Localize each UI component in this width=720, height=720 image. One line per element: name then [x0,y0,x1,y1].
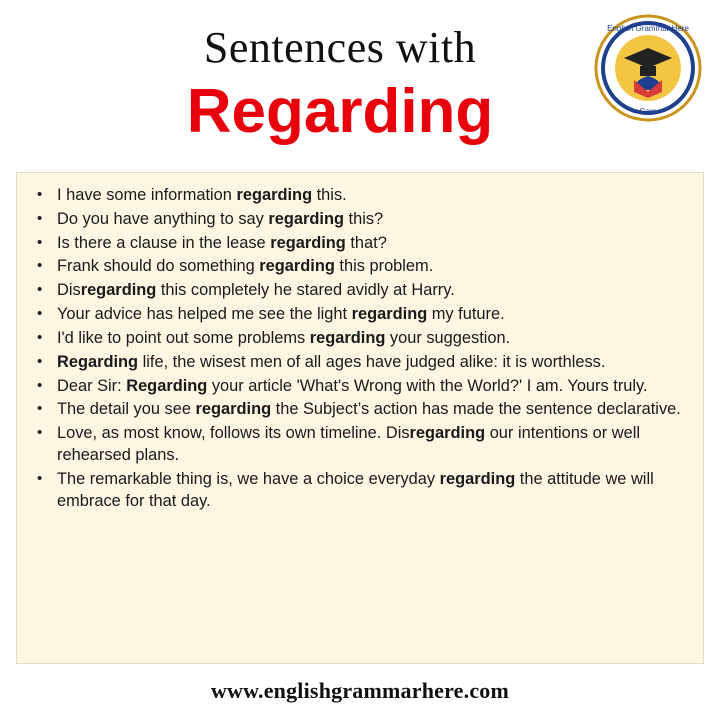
sentence-list-panel [16,172,704,664]
sentence-list [31,185,687,512]
list-item [31,233,687,255]
sentence-text: that? [345,233,387,252]
page-title-keyword: Regarding [186,77,494,146]
keyword-highlight: regarding [236,186,313,204]
sentence-text: Love, as most know, follows its own timeline. Dis [57,424,410,443]
sentence-text: Dis [57,281,81,300]
keyword-highlight: regarding [268,209,344,228]
sentence-text: Is there a clause in the lease [57,233,271,252]
keyword-highlight: Regarding [126,376,208,395]
sentence-text: this completely he stared avidly at Harry. [156,281,455,300]
keyword-highlight: regarding [259,257,335,276]
sentence-text: Dear Sir: [57,376,127,395]
list-item [31,352,687,374]
sentence-text: the Subject’s action has made the sentence declarative. [271,400,681,419]
svg-text:Com: Com [639,107,657,116]
sentence-text: my future. [427,305,505,324]
sentence-text: your suggestion. [385,328,511,347]
keyword-highlight: regarding [270,233,346,252]
sentence-text: this. [312,186,347,204]
list-item [31,209,687,231]
poster-header [0,0,720,172]
sentence-text: I'd like to point out some problems [57,328,310,347]
svg-text:English Grammar Here: English Grammar Here [607,24,689,33]
sentence-text: Do you have anything to say [57,209,269,228]
list-item [31,423,687,467]
keyword-highlight: regarding [409,424,486,443]
sentence-text: life, the wisest men of all ages have judged alike: it is worthless. [138,352,606,371]
list-item [31,304,687,326]
list-item [31,328,687,350]
sentence-text: Frank should do something [57,257,260,276]
sentence-text: the attitude we will embrace for that day. [57,469,654,510]
list-item [31,376,687,398]
sentence-text: this? [343,209,384,228]
keyword-highlight: regarding [80,281,157,300]
sentence-text: your article 'What's Wrong with the World?' I am. Yours truly. [207,376,648,395]
keyword-highlight: Regarding [57,352,139,371]
list-item [31,280,687,302]
sentence-text: Your advice has helped me see the light [57,305,352,324]
keyword-highlight: regarding [195,400,272,419]
keyword-highlight: regarding [439,469,516,488]
sentence-text: our intentions or well rehearsed plans. [57,424,641,464]
english-grammar-here-logo [594,14,702,122]
list-item [31,185,687,207]
site-url: www.englishgrammarhere.com [210,678,510,703]
page-title-line1: Sentences with [203,23,477,72]
list-item [31,469,687,513]
sentence-text: this problem. [334,257,434,276]
list-item [31,399,687,421]
list-item [31,256,687,278]
sentence-text: I have some information [57,186,237,204]
keyword-highlight: regarding [351,305,428,324]
keyword-highlight: regarding [309,328,386,347]
sentence-text: The remarkable thing is, we have a choice everyday [57,469,440,488]
sentence-text: The detail you see [57,400,196,419]
